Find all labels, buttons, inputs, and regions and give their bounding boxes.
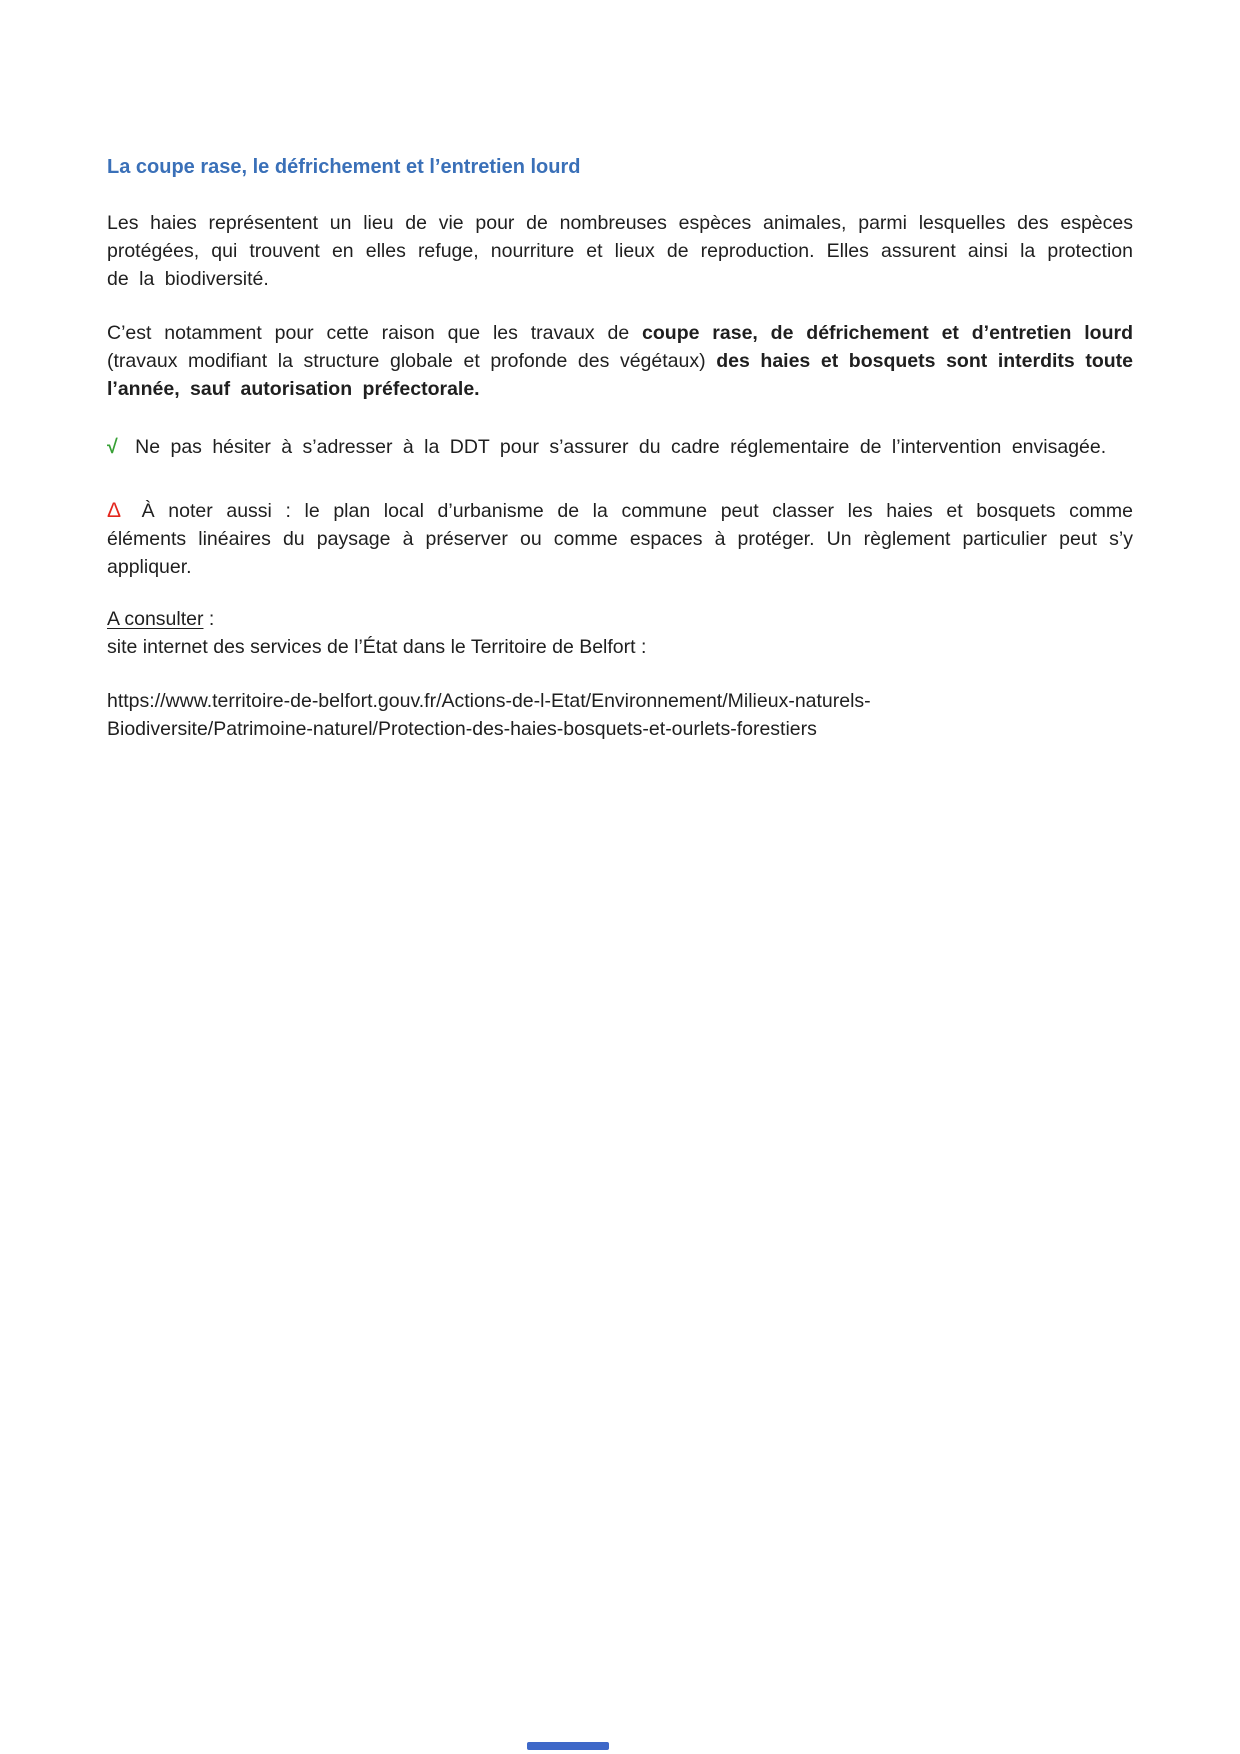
consult-label: A consulter <box>107 608 204 630</box>
note-warning <box>107 497 1133 581</box>
check-icon: √ <box>107 436 118 458</box>
paragraph-intro: Les haies représentent un lieu de vie pour de nombreuses espèces animales, parmi lesquelles des espèces protégées, qui trouvent en elles refuge, nourriture et lieux de reproduction. Elles assurent ainsi la protection de la biodiversité. <box>107 212 1133 290</box>
paragraph-interdiction <box>107 319 1133 403</box>
page-footer-bar <box>527 1742 609 1750</box>
warning-triangle-icon: Δ <box>107 499 122 522</box>
consult-section <box>107 605 1133 661</box>
consult-intro: site internet des services de l’État dans le Territoire de Belfort : <box>107 636 647 658</box>
paragraph-interdiction-bold-1: coupe rase, de défrichement et d’entretien lourd <box>642 322 1133 344</box>
note-warning-text: À noter aussi : le plan local d’urbanisme de la commune peut classer les haies et bosquets comme éléments linéaires du paysage à préserver ou comme espaces à protéger. Un règlement particulier peut s’y appliquer. <box>107 500 1133 578</box>
document-content <box>107 153 1133 743</box>
note-check-text: Ne pas hésiter à s’adresser à la DDT pour s’assurer du cadre réglementaire de l’intervention envisagée. <box>135 436 1107 458</box>
paragraph-interdiction-normal-1: C’est notamment pour cette raison que les travaux de <box>107 322 630 344</box>
section-heading: La coupe rase, le défrichement et l’entretien lourd <box>107 156 581 178</box>
paragraph-interdiction-normal-2: (travaux modifiant la structure globale et profonde des végétaux) <box>107 350 706 372</box>
consult-url[interactable]: https://www.territoire-de-belfort.gouv.fr/Actions-de-l-Etat/Environnement/Milieux-naturels-Biodiversite/Patrimoine-naturel/Protection-des-haies-bosquets-et-ourlets-forestiers <box>107 690 871 740</box>
paragraph-interdiction-bold-2: des haies et bosquets sont interdits toute l’année, sauf autorisation préfectorale. <box>107 350 1134 400</box>
consult-colon: : <box>208 608 215 630</box>
consult-heading <box>107 605 1133 633</box>
note-check <box>107 433 1133 461</box>
